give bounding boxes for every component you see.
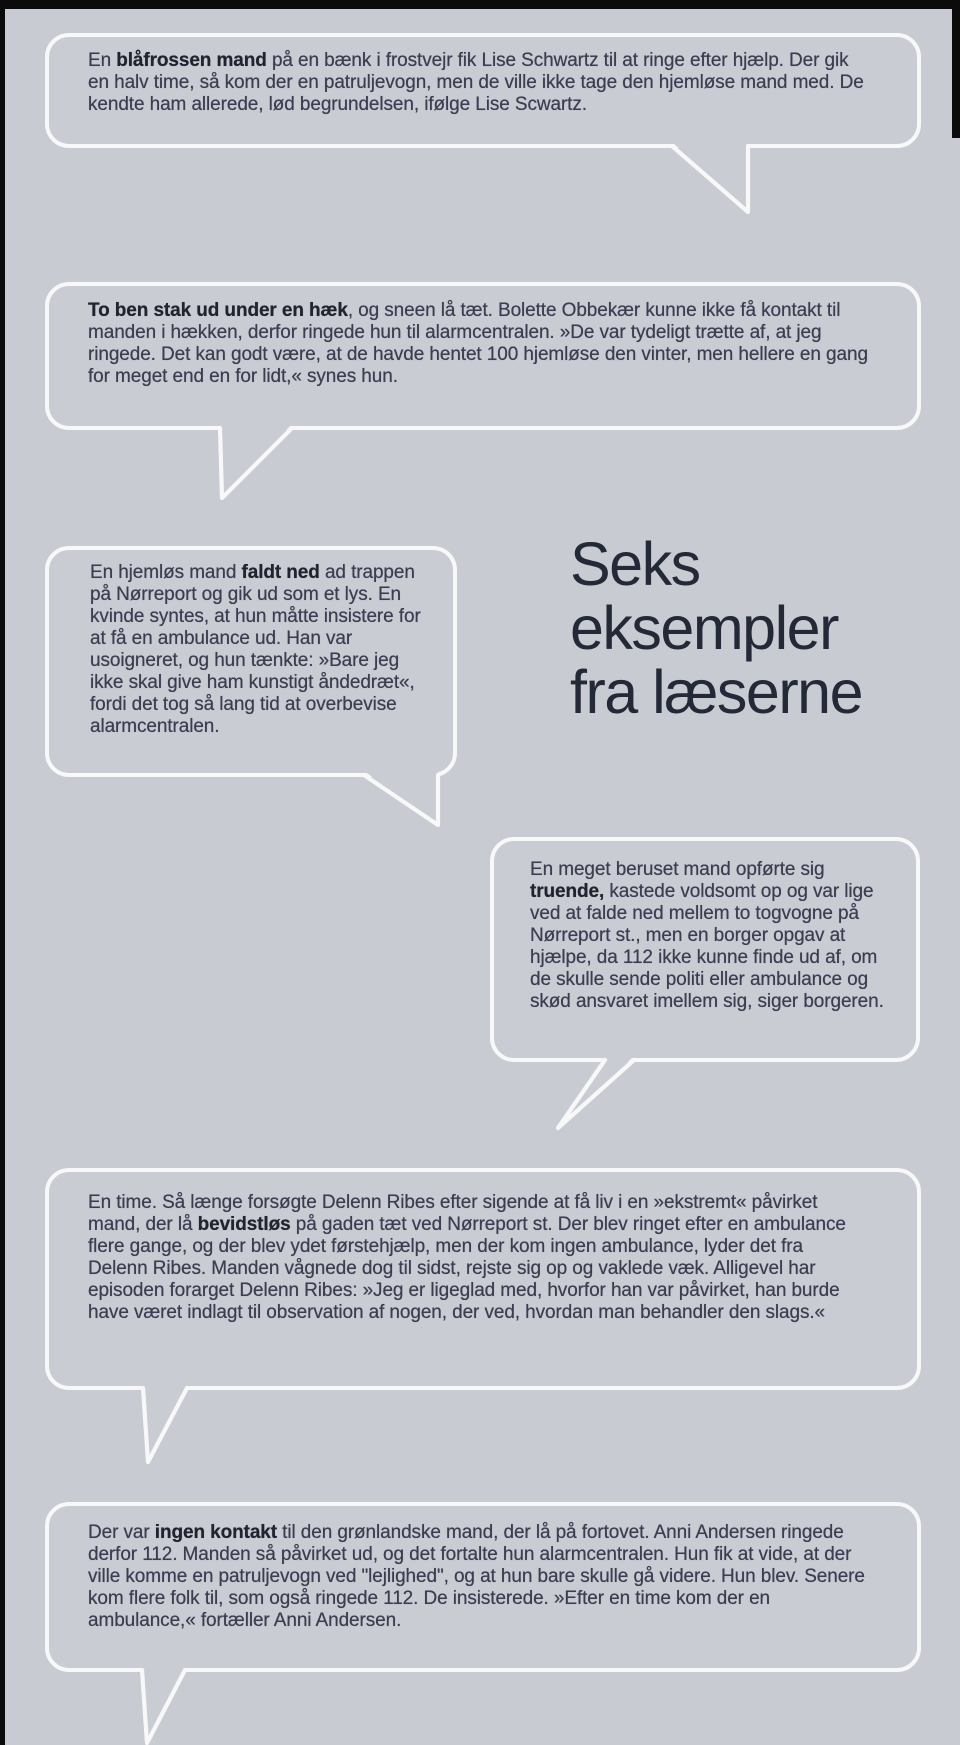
- bubble-1-text-pre: En: [88, 50, 117, 71]
- speech-bubble-5: [45, 1168, 921, 1390]
- bubble-3-text-pre: En hjemløs mand: [90, 562, 242, 583]
- bubble-2-text-post: , og sneen lå tæt. Bolette Obbekær kunne ikke få kontakt til manden i hækken, derfor ringede hun til alarmcentralen. »De var tydeligt trætte af, at jeg ringede. Det kan godt være, at de havde hentet 100 hjemløse den vinter, men hellere en gang for meget end en for lidt,« synes hun.: [88, 300, 868, 387]
- speech-bubble-6-tail: [134, 1662, 194, 1745]
- bubble-4-text-bold: truende,: [530, 881, 605, 902]
- speech-bubble-6: [45, 1502, 921, 1672]
- bubble-3-text-post: ad trappen på Nørreport og gik ud som et lys. En kvinde syntes, at hun måtte insistere for at få en ambulance ud. Han var usoigneret, og hun tænkte: »Bare jeg ikke skal give ham kunstigt åndedræt«, fordi det tog så lang tid at overbevise alarmcentralen.: [90, 562, 421, 737]
- page-title: [570, 532, 950, 724]
- speech-bubble-3: [45, 546, 457, 777]
- page-border-left: [0, 0, 5, 1745]
- bubble-5-text-pre: En time. Så længe forsøgte Delenn Ribes efter sigende at få liv i en »ekstremt« påvirket mand, der lå: [88, 1192, 818, 1235]
- bubble-4-text-pre: En meget beruset mand opførte sig: [530, 859, 825, 880]
- bubble-5-text-post: på gaden tæt ved Nørreport st. Der blev ringet efter en ambulance flere gange, og der blev ydet førstehjælp, men der kom ingen ambulance, lyder det fra Delenn Ribes. Manden vågnede dog til sidst, rejste sig op og vaklede væk. Alligevel har episoden forarget Delenn Ribes: »Jeg er ligeglad med, hvorfor han var påvirket, han burde have været indlagt til observation af nogen, der ved, hvordan man behandler den slags.«: [88, 1214, 846, 1323]
- bubble-2-text-bold: To ben stak ud under en hæk: [88, 300, 348, 321]
- speech-bubble-2-tail: [212, 422, 304, 504]
- bubble-6-text-pre: Der var: [88, 1522, 155, 1543]
- speech-bubble-2: [45, 282, 921, 430]
- bubble-5-text-bold: bevidstløs: [197, 1214, 291, 1235]
- speech-bubble-5-tail: [136, 1380, 196, 1466]
- bubble-6-text-post: til den grønlandske mand, der lå på fortovet. Anni Andersen ringede derfor 112. Manden så påvirket ud, og det fortalte hun alarmcentralen. Hun fik at vide, at der ville komme en patruljevogn ved "lejlighed", og at hun bare skulle gå videre. Hun blev. Senere kom flere folk til, som også ringede 112. De insisterede. »Efter en time kom der en ambulance,« fortæller Anni Andersen.: [88, 1522, 865, 1631]
- page-title-line-1: Seks: [570, 530, 700, 598]
- speech-bubble-1: [45, 33, 921, 148]
- speech-bubble-4-tail: [548, 1050, 643, 1134]
- bubble-1-text-post: på en bænk i frostvejr fik Lise Schwartz til at ringe efter hjælp. Der gik en halv time, så kom der en patruljevogn, men de ville ikke tage den hjemløse mand med. De kendte ham allerede, lød begrundelsen, ifølge Lise Scwartz.: [88, 50, 864, 115]
- page-title-line-3: fra læserne: [570, 658, 863, 726]
- bubble-6-text-bold: ingen kontakt: [154, 1522, 277, 1543]
- speech-bubble-4: [490, 837, 920, 1062]
- speech-bubble-3-tail: [356, 769, 448, 833]
- page-border-right: [952, 0, 960, 138]
- bubble-4-text-post: kastede voldsomt op og var lige ved at falde ned mellem to togvogne på Nørreport st., men en borger opgav at hjælpe, da 112 ikke kunne finde ud af, om de skulle sende politi eller ambulance og skød ansvaret imellem sig, siger borgeren.: [530, 881, 884, 1012]
- bubble-3-text-bold: faldt ned: [241, 562, 320, 583]
- speech-bubble-1-tail: [662, 140, 756, 220]
- page-title-line-2: eksempler: [570, 594, 838, 662]
- bubble-1-text-bold: blåfrossen mand: [116, 50, 267, 71]
- page-border-top: [0, 0, 960, 9]
